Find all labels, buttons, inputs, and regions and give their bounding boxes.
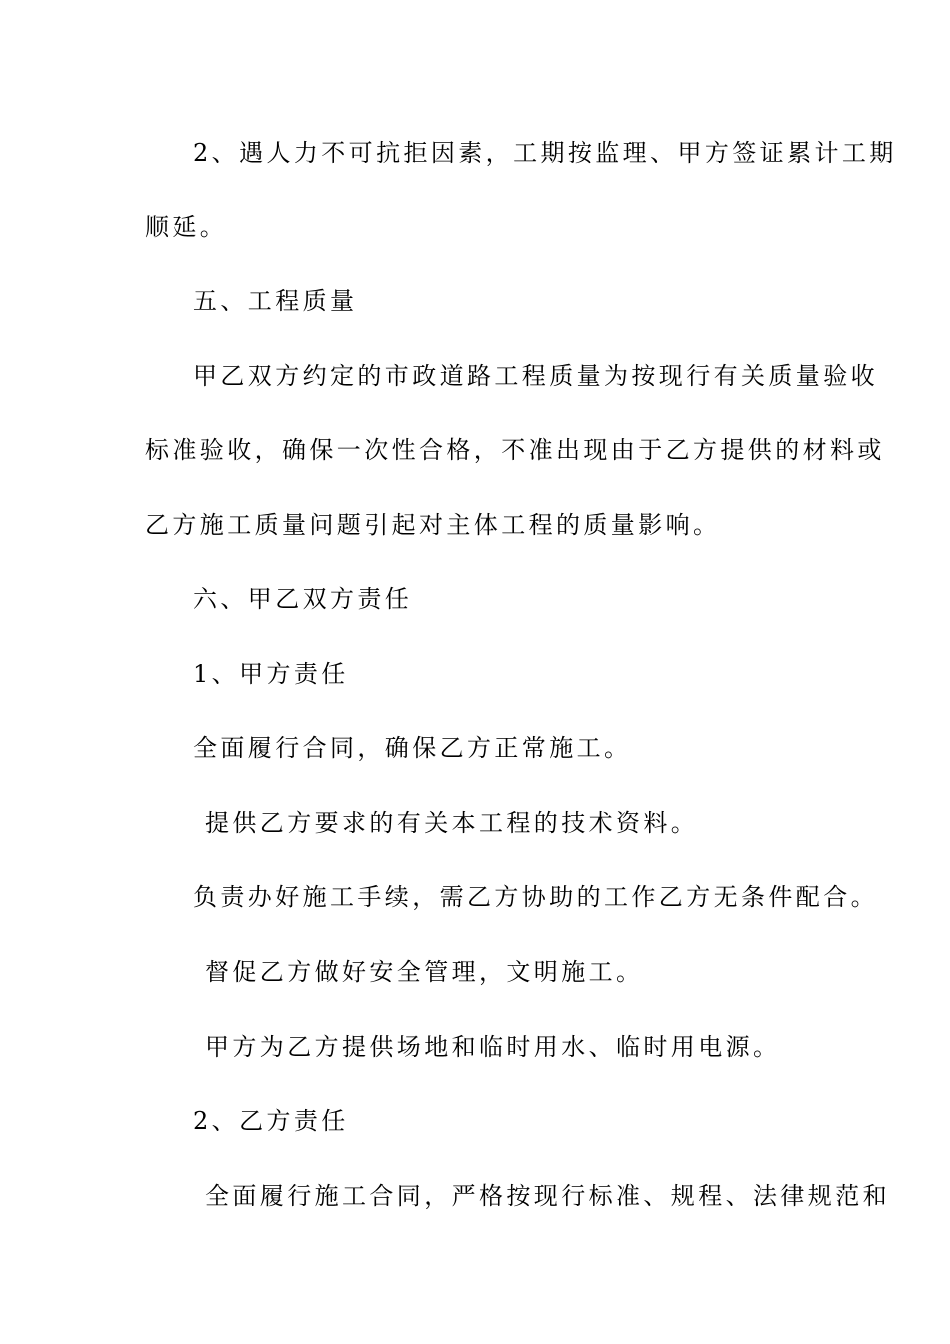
list-item: 提供乙方要求的有关本工程的技术资料。 [205, 809, 699, 837]
subheading-party-b: 2、乙方责任 [193, 1107, 349, 1135]
list-item: 督促乙方做好安全管理，文明施工。 [205, 958, 644, 986]
paragraph-line: 2、遇人力不可抗拒因素，工期按监理、甲方签证累计工期 [193, 139, 897, 167]
paragraph-line: 甲乙双方约定的市政道路工程质量为按现行有关质量验收 [193, 362, 878, 390]
paragraph-line: 标准验收，确保一次性合格，不准出现由于乙方提供的材料或 [145, 436, 885, 464]
section-heading-5: 五、工程质量 [193, 287, 358, 315]
paragraph-line: 乙方施工质量问题引起对主体工程的质量影响。 [145, 511, 721, 539]
list-item: 全面履行施工合同，严格按现行标准、规程、法律规范和 [205, 1182, 890, 1210]
list-item: 负责办好施工手续，需乙方协助的工作乙方无条件配合。 [193, 883, 878, 911]
list-item: 全面履行合同，确保乙方正常施工。 [193, 734, 632, 762]
list-item: 甲方为乙方提供场地和临时用水、临时用电源。 [205, 1033, 781, 1061]
paragraph-line: 顺延。 [145, 213, 228, 241]
section-heading-6: 六、甲乙双方责任 [193, 585, 413, 613]
subheading-party-a: 1、甲方责任 [193, 660, 349, 688]
